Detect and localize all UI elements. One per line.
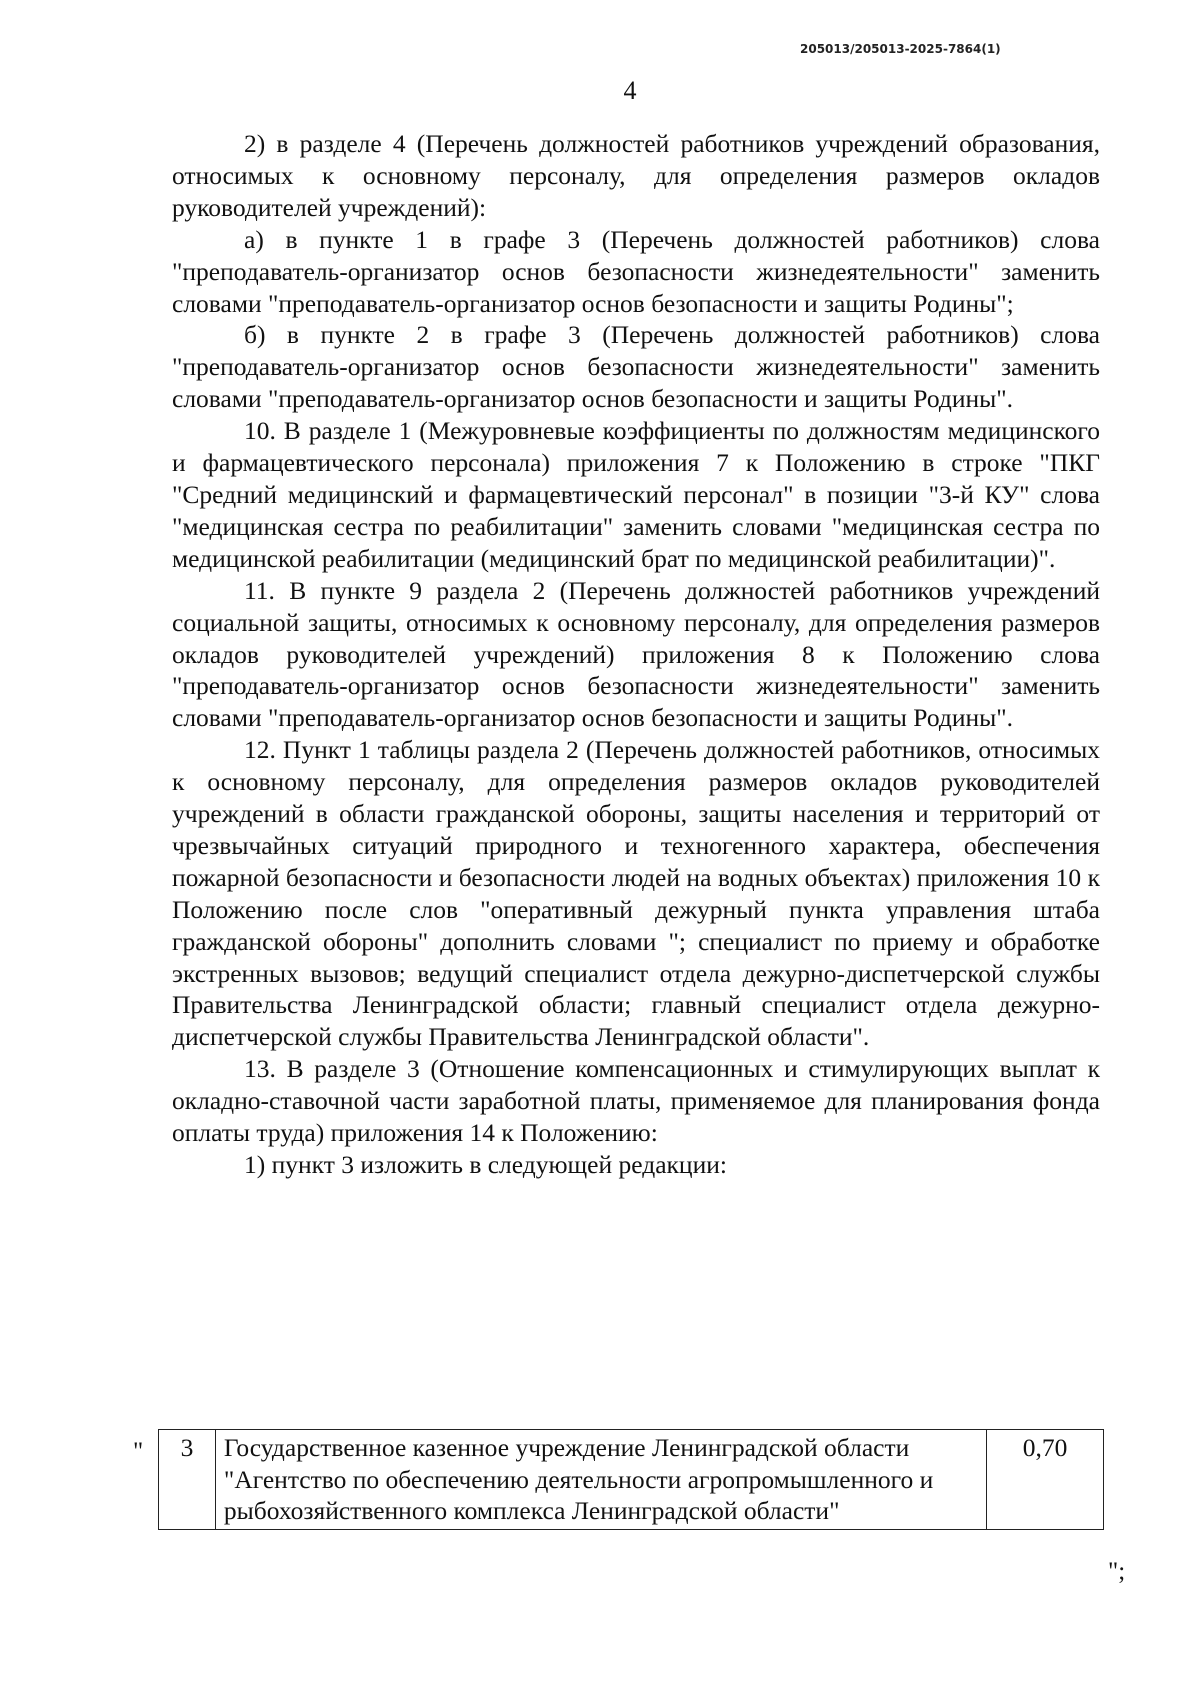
paragraph-13: 13. В разделе 3 (Отношение компенсационных и стимулирующих выплат к окладно-ставочной части заработной платы, применяемое для планирования фонда оплаты труда) приложения 14 к Положению:: [172, 1054, 1100, 1148]
paragraph-section-4: 2) в разделе 4 (Перечень должностей работников учреждений образования, относимых к основному персоналу, для определения размеров окладов руководителей учреждений):: [172, 129, 1100, 222]
coefficient-cell: 0,70: [987, 1430, 1104, 1530]
replacement-table: [158, 1429, 1104, 1530]
paragraph-item-a: а) в пункте 1 в графе 3 (Перечень должностей работников) слова "преподаватель-организатор основ безопасности жизнедеятельности" заменить словами "преподаватель-организатор основ безопасности и защиты Родины";: [172, 224, 1100, 318]
document-body: [172, 128, 1100, 1181]
paragraph-12: 12. Пункт 1 таблицы раздела 2 (Перечень должностей работников, относимых к основному персоналу, для определения размеров окладов руководителей учреждений в области гражданской обороны, защиты населения и территорий от чрезвычайных ситуаций природного и техногенного характера, обеспечения пожарной безопасности и безопасности людей на водных объектах) приложения 10 к Положению после слов "оперативный дежурный пункта управления штаба гражданской обороны" дополнить словами "; специалист по приему и обработке экстренных вызовов; ведущий специалист отдела дежурно-диспетчерской службы Правительства Ленинградской области; главный специалист отдела дежурно-диспетчерской службы Правительства Ленинградской области".: [172, 735, 1100, 1052]
paragraph-10: 10. В разделе 1 (Межуровневые коэффициенты по должностям медицинского и фармацевтического персонала) приложения 7 к Положению в строке "ПКГ "Средний медицинский и фармацевтический персонал" в позиции "3-й КУ" слова "медицинская сестра по реабилитации" заменить словами "медицинская сестра по медицинской реабилитации (медицинский брат по медицинской реабилитации)".: [172, 416, 1100, 573]
table-open-quote: ": [133, 1438, 144, 1465]
document-id: 205013/205013-2025-7864(1): [800, 42, 1001, 56]
row-number-cell: 3: [159, 1430, 216, 1530]
table-close-quote: ";: [1108, 1558, 1126, 1585]
table-row: [159, 1430, 1104, 1530]
paragraph-item-b: б) в пункте 2 в графе 3 (Перечень должностей работников) слова "преподаватель-организатор основ безопасности жизнедеятельности" заменить словами "преподаватель-организатор основ безопасности и защиты Родины".: [172, 320, 1100, 414]
paragraph-11: 11. В пункте 9 раздела 2 (Перечень должностей работников учреждений социальной защиты, относимых к основному персоналу, для определения размеров окладов руководителей учреждений) приложения 8 к Положению слова "преподаватель-организатор основ безопасности жизнедеятельности" заменить словами "преподаватель-организатор основ безопасности и защиты Родины".: [172, 575, 1100, 733]
institution-name-cell: Государственное казенное учреждение Ленинградской области "Агентство по обеспечению деятельности агропромышленного и рыбохозяйственного комплекса Ленинградской области": [215, 1430, 986, 1530]
paragraph-13-item-1: 1) пункт 3 изложить в следующей редакции:: [244, 1150, 727, 1179]
page-number: 4: [623, 76, 637, 105]
